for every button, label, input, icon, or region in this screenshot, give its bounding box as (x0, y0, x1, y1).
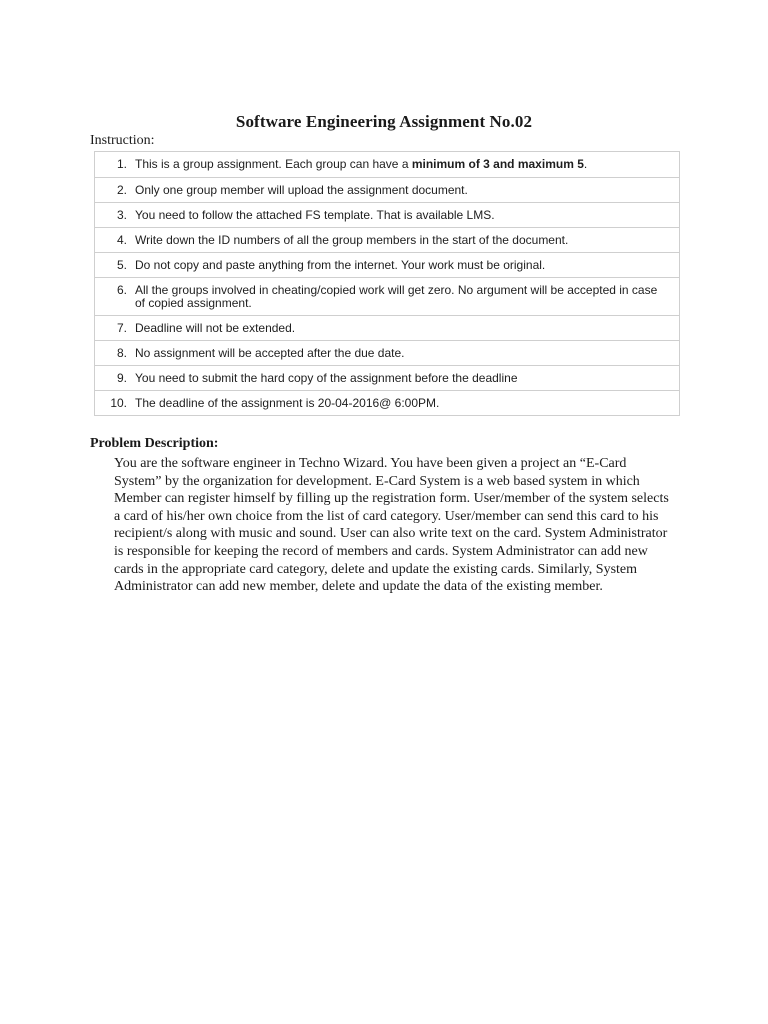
instruction-text-end: . (583, 157, 588, 171)
instruction-row (95, 252, 679, 277)
instruction-number: 4. (116, 232, 127, 247)
instruction-row (95, 277, 679, 315)
instruction-number: 10. (110, 395, 127, 410)
instruction-bold-text: minimum of 3 and maximum 5 (411, 157, 584, 171)
instruction-number: 7. (116, 320, 127, 335)
instruction-row (95, 177, 679, 202)
instruction-text: All the groups involved in cheating/copied work will get zero. No argument will be accepted in case of copied assignment. (135, 282, 658, 310)
problem-heading: Problem Description: (90, 436, 219, 451)
instruction-label: Instruction: (90, 133, 155, 148)
instruction-row (95, 315, 679, 340)
instruction-number: 5. (116, 257, 127, 272)
instruction-row (95, 340, 679, 365)
instruction-row (95, 365, 679, 390)
instruction-text: No assignment will be accepted after the due date. (135, 345, 405, 360)
instruction-number: 8. (116, 345, 127, 360)
instruction-number: 3. (116, 207, 127, 222)
instruction-text: The deadline of the assignment is 20-04-2016@ 6:00PM. (135, 395, 440, 410)
instruction-text: Deadline will not be extended. (135, 320, 296, 335)
instruction-text: Do not copy and paste anything from the internet. Your work must be original. (135, 257, 546, 272)
instruction-row (95, 390, 679, 415)
instruction-number: 9. (116, 370, 127, 385)
instruction-number: 2. (116, 182, 127, 197)
instruction-row (95, 227, 679, 252)
instruction-number: 1. (116, 157, 127, 171)
instruction-text-part: This is a group assignment. Each group can have a (135, 157, 412, 171)
instruction-text: Only one group member will upload the assignment document. (135, 182, 468, 197)
instruction-row (95, 202, 679, 227)
instruction-row (95, 152, 679, 177)
problem-description: You are the software engineer in Techno Wizard. You have been given a project an “E-Card System” by the organization for development. E-Card System is a web based system in which Member can register himself by filling up the registration form. User/member of the system selects a card of his/her own choice from the list of card category. User/member can send this card to his recipient/s along with music and sound. User can also write text on the card. System Administrator is responsible for keeping the record of members and cards. System Administrator can add new cards in the appropriate card category, delete and update the existing cards. Similarly, System Administrator can add new member, delete and update the data of the existing member. (114, 456, 669, 595)
instruction-text: You need to submit the hard copy of the assignment before the deadline (135, 370, 518, 385)
instructions-table (94, 151, 680, 416)
instruction-text: Write down the ID numbers of all the group members in the start of the document. (135, 232, 569, 247)
instruction-text: You need to follow the attached FS template. That is available LMS. (135, 207, 495, 222)
instruction-number: 6. (116, 282, 127, 297)
instruction-text (135, 158, 669, 172)
document-title: Software Engineering Assignment No.02 (235, 112, 533, 131)
